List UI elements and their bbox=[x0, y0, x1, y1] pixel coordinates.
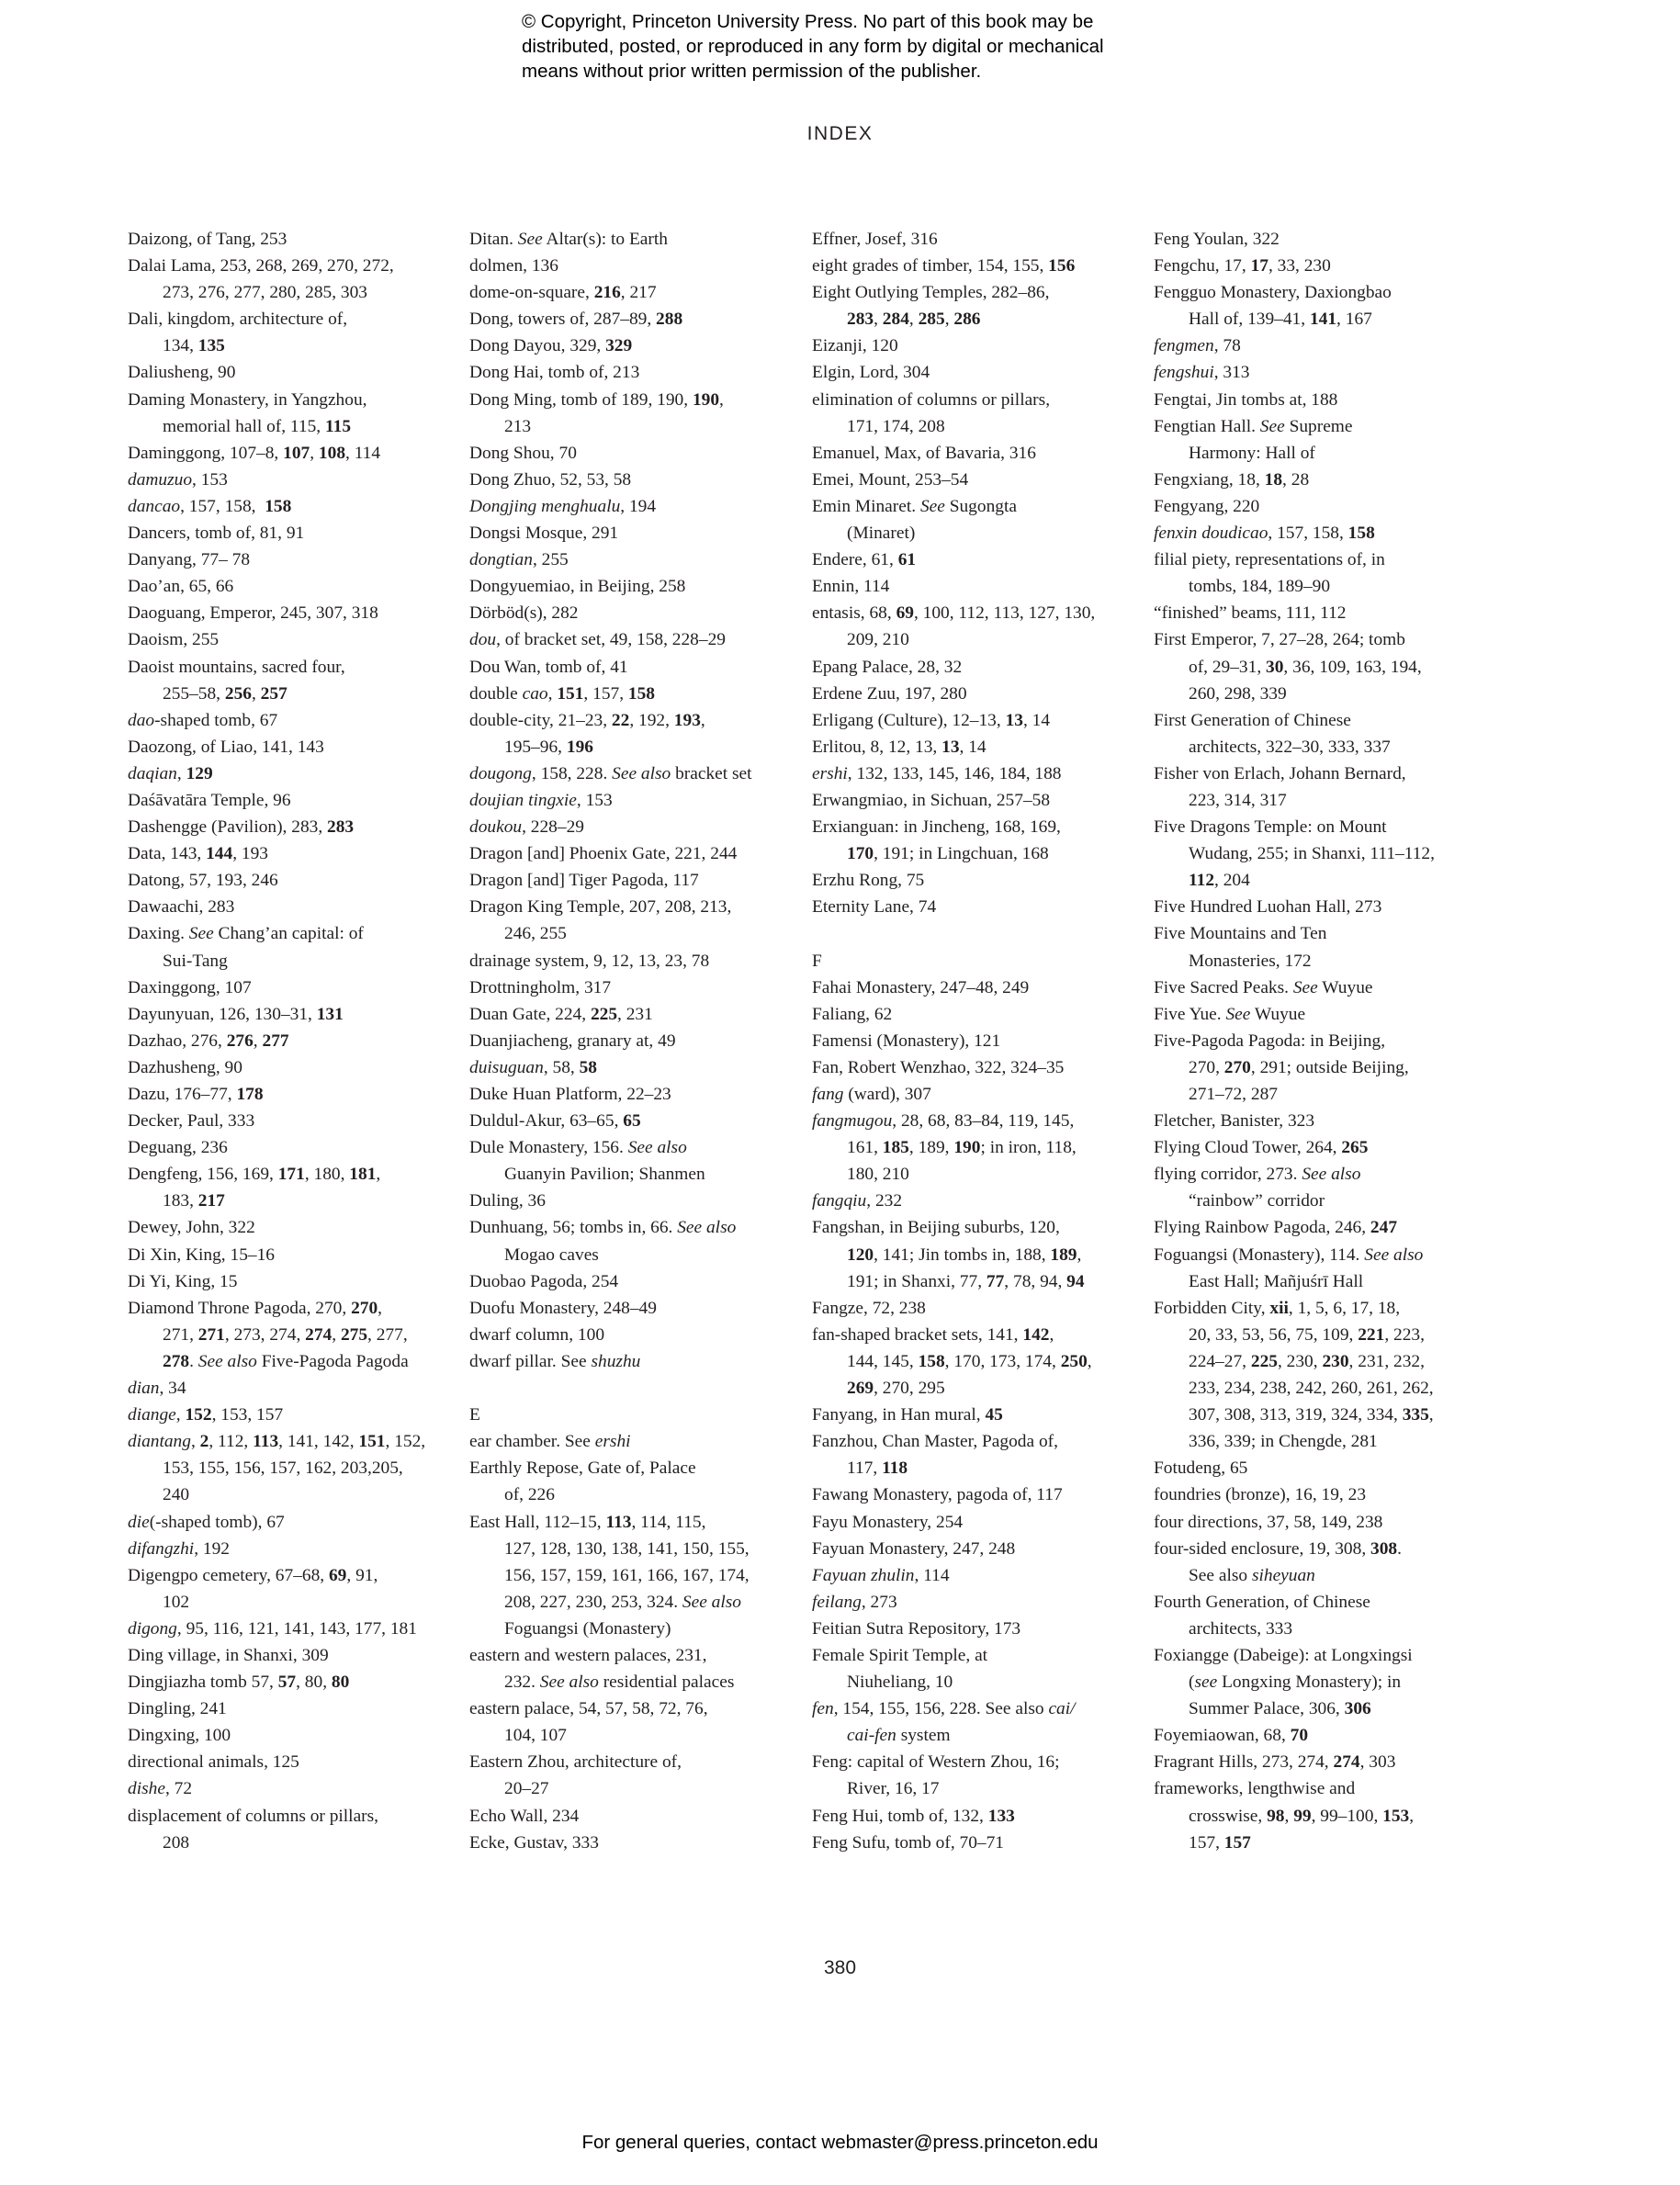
index-entry: drainage system, 9, 12, 13, 23, 78 bbox=[469, 951, 710, 971]
index-entry: Daoist mountains, sacred four, 255–58, 256, 257 bbox=[128, 657, 345, 704]
index-entry: East Hall, 112–15, 113, 114, 115, 127, 128, 130, 138, 141, 150, 155, 156, 157, 159, 161, 166, 167, 174, 208, 227, 230, 253, 324. See also Foguangsi (Monastery) bbox=[469, 1512, 750, 1639]
index-entry: Fengchu, 17, 17, 33, 230 bbox=[1154, 256, 1331, 276]
index-entry: Dong, towers of, 287–89, 288 bbox=[469, 310, 683, 330]
index-entry: Dingxing, 100 bbox=[128, 1726, 231, 1746]
index-entry: Fengxiang, 18, 18, 28 bbox=[1154, 469, 1310, 490]
index-entry: Fan, Robert Wenzhao, 322, 324–35 bbox=[812, 1057, 1065, 1077]
index-column-2 bbox=[469, 226, 791, 1856]
index-entry: Earthly Repose, Gate of, Palace of, 226 bbox=[469, 1459, 696, 1505]
index-column-3 bbox=[812, 226, 1133, 1856]
index-column-4 bbox=[1154, 226, 1475, 1856]
index-entry: Fayuan Monastery, 247, 248 bbox=[812, 1538, 1016, 1559]
index-entry: Daozong, of Liao, 141, 143 bbox=[128, 737, 324, 757]
index-entry: Daxing. See Chang’an capital: of Sui-Tang bbox=[128, 924, 364, 971]
index-entry: Eastern Zhou, architecture of, 20–27 bbox=[469, 1752, 682, 1799]
index-entry: dou, of bracket set, 49, 158, 228–29 bbox=[469, 630, 726, 650]
index-entry: dian, 34 bbox=[128, 1379, 186, 1399]
index-entry: double-city, 21–23, 22, 192, 193, 195–96, 196 bbox=[469, 710, 705, 757]
index-entry: doukou, 228–29 bbox=[469, 817, 584, 838]
index-entry: Duling, 36 bbox=[469, 1191, 546, 1211]
index-entry: Daizong, of Tang, 253 bbox=[128, 230, 288, 249]
index-entry: Fayu Monastery, 254 bbox=[812, 1512, 964, 1532]
index-entry: Deguang, 236 bbox=[128, 1138, 228, 1158]
index-entry: dougong, 158, 228. See also bracket set bbox=[469, 763, 752, 783]
index-entry: Fangshan, in Beijing suburbs, 120, 120, 141; Jin tombs in, 188, 189, 191; in Shanxi, 77, 77, 78, 94, 94 bbox=[812, 1218, 1085, 1291]
index-entry: Emanuel, Max, of Bavaria, 316 bbox=[812, 443, 1036, 463]
index-entry: digong, 95, 116, 121, 141, 143, 177, 181 bbox=[128, 1618, 417, 1639]
index-entry: Dong Dayou, 329, 329 bbox=[469, 336, 633, 356]
index-entry: Fahai Monastery, 247–48, 249 bbox=[812, 977, 1030, 997]
index-entry: Erwangmiao, in Sichuan, 257–58 bbox=[812, 790, 1051, 810]
index-entry: foundries (bronze), 16, 19, 23 bbox=[1154, 1485, 1367, 1505]
index-entry: Erligang (Culture), 12–13, 13, 14 bbox=[812, 710, 1051, 730]
index-entry: Dragon King Temple, 207, 208, 213, 246, 255 bbox=[469, 897, 732, 944]
index-letter-heading: E bbox=[469, 1405, 480, 1425]
index-entry: Feng: capital of Western Zhou, 16; River, 16, 17 bbox=[812, 1752, 1060, 1799]
index-entry: Fanzhou, Chan Master, Pagoda of, 117, 118 bbox=[812, 1432, 1058, 1479]
index-entry: fengmen, 78 bbox=[1154, 336, 1241, 356]
index-entry: Erlitou, 8, 12, 13, 13, 14 bbox=[812, 737, 987, 757]
index-entry: Digengpo cemetery, 67–68, 69, 91, 102 bbox=[128, 1565, 378, 1612]
index-entry: Daming Monastery, in Yangzhou, memorial hall of, 115, 115 bbox=[128, 389, 367, 436]
index-entry: dao-shaped tomb, 67 bbox=[128, 710, 278, 730]
index-entry: dolmen, 136 bbox=[469, 256, 558, 276]
index-entry: Daxinggong, 107 bbox=[128, 977, 252, 997]
index-entry: Dongyuemiao, in Beijing, 258 bbox=[469, 577, 686, 597]
index-entry: Dong Zhuo, 52, 53, 58 bbox=[469, 469, 632, 490]
index-entry: Epang Palace, 28, 32 bbox=[812, 657, 963, 677]
index-entry: Feng Sufu, tomb of, 70–71 bbox=[812, 1832, 1004, 1853]
index-entry: fenxin doudicao, 157, 158, 158 bbox=[1154, 524, 1375, 544]
index-entry: eastern and western palaces, 231, 232. See also residential palaces bbox=[469, 1645, 735, 1693]
index-entry: Danyang, 77– 78 bbox=[128, 550, 251, 570]
index-entry: Emin Minaret. See Sugongta (Minaret) bbox=[812, 496, 1017, 544]
copyright-line: means without prior written permission of the publisher. bbox=[522, 61, 982, 82]
index-entry: Foxiangge (Dabeige): at Longxingsi (see Longxing Monastery); in Summer Palace, 306, 306 bbox=[1154, 1645, 1413, 1719]
page-number: 380 bbox=[823, 1957, 857, 1978]
index-entry: dwarf pillar. See shuzhu bbox=[469, 1351, 641, 1371]
index-entry: Decker, Paul, 333 bbox=[128, 1111, 255, 1132]
index-entry: Emei, Mount, 253–54 bbox=[812, 469, 969, 490]
index-entry: Dashengge (Pavilion), 283, 283 bbox=[128, 817, 355, 838]
index-entry: eight grades of timber, 154, 155, 156 bbox=[812, 256, 1076, 276]
index-entry: Fayuan zhulin, 114 bbox=[812, 1565, 950, 1585]
index-entry: Fletcher, Banister, 323 bbox=[1154, 1111, 1315, 1132]
index-entry: Dunhuang, 56; tombs in, 66. See also Mogao caves bbox=[469, 1218, 737, 1265]
index-entry: ear chamber. See ershi bbox=[469, 1432, 631, 1452]
index-entry: dongtian, 255 bbox=[469, 550, 569, 570]
index-entry: Female Spirit Temple, at Niuheliang, 10 bbox=[812, 1645, 988, 1693]
index-entry: Five Yue. See Wuyue bbox=[1154, 1004, 1306, 1024]
index-entry: daqian, 129 bbox=[128, 763, 213, 783]
index-entry: Dawaachi, 283 bbox=[128, 897, 235, 918]
index-entry: damuzuo, 153 bbox=[128, 469, 228, 490]
running-head: INDEX bbox=[806, 123, 874, 144]
index-entry: Dou Wan, tomb of, 41 bbox=[469, 657, 628, 677]
index-entry: Daminggong, 107–8, 107, 108, 114 bbox=[128, 443, 381, 463]
index-entry: Erzhu Rong, 75 bbox=[812, 871, 925, 891]
index-entry: Foyemiaowan, 68, 70 bbox=[1154, 1726, 1309, 1746]
index-entry: Daoguang, Emperor, 245, 307, 318 bbox=[128, 603, 378, 624]
index-entry: difangzhi, 192 bbox=[128, 1538, 230, 1559]
index-entry: Dingling, 241 bbox=[128, 1699, 227, 1719]
index-entry: Eight Outlying Temples, 282–86, 283, 284, 285, 286 bbox=[812, 283, 1050, 330]
index-entry: First Emperor, 7, 27–28, 264; tomb of, 29–31, 30, 36, 109, 163, 194, 260, 298, 339 bbox=[1154, 630, 1422, 704]
index-entry: Dancers, tomb of, 81, 91 bbox=[128, 524, 305, 544]
index-entry: Fengyang, 220 bbox=[1154, 496, 1260, 516]
index-entry: Feng Youlan, 322 bbox=[1154, 230, 1280, 249]
index-entry: feilang, 273 bbox=[812, 1592, 897, 1612]
index-entry: diantang, 2, 112, 113, 141, 142, 151, 152, 153, 155, 156, 157, 162, 203,205, 240 bbox=[128, 1432, 426, 1505]
index-entry: diange, 152, 153, 157 bbox=[128, 1405, 284, 1425]
index-entry: fengshui, 313 bbox=[1154, 363, 1250, 383]
index-entry: Flying Cloud Tower, 264, 265 bbox=[1154, 1138, 1369, 1158]
index-entry: Dayunyuan, 126, 130–31, 131 bbox=[128, 1004, 344, 1024]
index-entry: double cao, 151, 157, 158 bbox=[469, 683, 655, 704]
index-entry: fangqiu, 232 bbox=[812, 1191, 903, 1211]
index-letter-heading: F bbox=[812, 951, 822, 971]
index-entry: Dingjiazha tomb 57, 57, 80, 80 bbox=[128, 1673, 350, 1693]
copyright-line: distributed, posted, or reproduced in any form by digital or mechanical bbox=[522, 36, 1104, 57]
index-entry: Dongjing menghualu, 194 bbox=[469, 496, 657, 516]
index-entry: Erdene Zuu, 197, 280 bbox=[812, 683, 967, 704]
index-entry: Dao’an, 65, 66 bbox=[128, 577, 234, 597]
index-entry: First Generation of Chinese architects, 322–30, 333, 337 bbox=[1154, 710, 1391, 757]
index-entry: Five Dragons Temple: on Mount Wudang, 255; in Shanxi, 111–112, 112, 204 bbox=[1154, 817, 1435, 891]
index-entry: Five Mountains and Ten Monasteries, 172 bbox=[1154, 924, 1327, 971]
index-entry: dancao, 157, 158, 158 bbox=[128, 496, 292, 516]
index-entry: dishe, 72 bbox=[128, 1779, 193, 1799]
index-entry: Ennin, 114 bbox=[812, 577, 890, 597]
index-entry: frameworks, lengthwise and crosswise, 98, 99, 99–100, 153, 157, 157 bbox=[1154, 1779, 1415, 1853]
index-entry: die(-shaped tomb), 67 bbox=[128, 1512, 285, 1532]
index-entry: elimination of columns or pillars, 171, 174, 208 bbox=[812, 389, 1051, 436]
index-entry: Fourth Generation, of Chinese architects, 333 bbox=[1154, 1592, 1370, 1639]
index-entry: four-sided enclosure, 19, 308, 308. See also siheyuan bbox=[1154, 1538, 1402, 1585]
index-entry: Di Yi, King, 15 bbox=[128, 1271, 238, 1291]
index-entry: Duldul-Akur, 63–65, 65 bbox=[469, 1111, 641, 1132]
index-entry: Dazu, 176–77, 178 bbox=[128, 1085, 264, 1104]
copyright-line: © Copyright, Princeton University Press. No part of this book may be bbox=[522, 11, 1094, 32]
index-entry: Fanyang, in Han mural, 45 bbox=[812, 1405, 1003, 1425]
index-entry: four directions, 37, 58, 149, 238 bbox=[1154, 1512, 1383, 1532]
index-entry: Endere, 61, 61 bbox=[812, 550, 917, 570]
index-entry: Flying Rainbow Pagoda, 246, 247 bbox=[1154, 1218, 1398, 1238]
index-entry: Fangze, 72, 238 bbox=[812, 1298, 926, 1318]
index-entry: Ecke, Gustav, 333 bbox=[469, 1832, 599, 1853]
index-entry: Dong Ming, tomb of 189, 190, 190, 213 bbox=[469, 389, 724, 436]
index-entry: Dazhao, 276, 276, 277 bbox=[128, 1031, 289, 1051]
index-entry: Five Hundred Luohan Hall, 273 bbox=[1154, 897, 1382, 918]
index-entry: Duofu Monastery, 248–49 bbox=[469, 1298, 657, 1318]
index-entry: directional animals, 125 bbox=[128, 1752, 299, 1773]
index-entry: fen, 154, 155, 156, 228. See also cai/ cai-fen system bbox=[812, 1699, 1076, 1746]
index-entry: Dewey, John, 322 bbox=[128, 1218, 255, 1238]
index-entry: Dong Hai, tomb of, 213 bbox=[469, 363, 640, 383]
index-entry: Daśāvatāra Temple, 96 bbox=[128, 790, 291, 810]
index-entry: Dörböd(s), 282 bbox=[469, 603, 579, 624]
index-entry: Echo Wall, 234 bbox=[469, 1806, 580, 1826]
index-entry: Famensi (Monastery), 121 bbox=[812, 1031, 1001, 1051]
index-entry: eastern palace, 54, 57, 58, 72, 76, 104, 107 bbox=[469, 1699, 708, 1746]
index-entry: Dragon [and] Tiger Pagoda, 117 bbox=[469, 871, 699, 891]
index-entry: Ding village, in Shanxi, 309 bbox=[128, 1645, 329, 1665]
index-entry: Dazhusheng, 90 bbox=[128, 1057, 242, 1077]
index-entry: Dalai Lama, 253, 268, 269, 270, 272, 273, 276, 277, 280, 285, 303 bbox=[128, 256, 394, 303]
index-entry: Dongsi Mosque, 291 bbox=[469, 524, 619, 544]
index-entry: fang (ward), 307 bbox=[812, 1085, 931, 1104]
index-entry: Eizanji, 120 bbox=[812, 336, 898, 356]
index-entry: Daoism, 255 bbox=[128, 630, 220, 650]
index-entry: Dali, kingdom, architecture of, 134, 135 bbox=[128, 310, 348, 356]
index-entry: Fisher von Erlach, Johann Bernard, 223, 314, 317 bbox=[1154, 763, 1406, 810]
index-entry: Five-Pagoda Pagoda: in Beijing, 270, 270, 291; outside Beijing, 271–72, 287 bbox=[1154, 1031, 1409, 1104]
index-entry: Fengtai, Jin tombs at, 188 bbox=[1154, 389, 1338, 410]
index-column-1 bbox=[128, 226, 449, 1856]
index-entry: Dule Monastery, 156. See also Guanyin Pavilion; Shanmen bbox=[469, 1138, 705, 1185]
index-entry: Five Sacred Peaks. See Wuyue bbox=[1154, 977, 1373, 997]
index-entry: Effner, Josef, 316 bbox=[812, 230, 938, 249]
index-entry: Erxianguan: in Jincheng, 168, 169, 170, 191; in Lingchuan, 168 bbox=[812, 817, 1061, 864]
copyright-notice bbox=[522, 9, 1183, 84]
index-entry: Diamond Throne Pagoda, 270, 270, 271, 271, 273, 274, 274, 275, 277, 278. See also Five-Pagoda Pagoda bbox=[128, 1298, 409, 1371]
index-entry: Elgin, Lord, 304 bbox=[812, 363, 930, 383]
index-entry: Duanjiacheng, granary at, 49 bbox=[469, 1031, 676, 1051]
index-entry: doujian tingxie, 153 bbox=[469, 790, 613, 810]
index-entry: Drottningholm, 317 bbox=[469, 977, 612, 997]
index-entry: Data, 143, 144, 193 bbox=[128, 844, 268, 864]
index-entry: flying corridor, 273. See also “rainbow” corridor bbox=[1154, 1165, 1361, 1211]
index-entry: Daliusheng, 90 bbox=[128, 363, 236, 383]
index-entry: Dong Shou, 70 bbox=[469, 443, 577, 463]
index-entry: entasis, 68, 69, 100, 112, 113, 127, 130, 209, 210 bbox=[812, 603, 1096, 650]
index-entry: Datong, 57, 193, 246 bbox=[128, 871, 278, 891]
index-entry: dwarf column, 100 bbox=[469, 1324, 605, 1345]
footer-contact: For general queries, contact webmaster@press.princeton.edu bbox=[581, 2132, 1099, 2153]
index-entry: Fengtian Hall. See Supreme Harmony: Hall of bbox=[1154, 416, 1353, 463]
index-entry: Fawang Monastery, pagoda of, 117 bbox=[812, 1485, 1063, 1505]
index-entry: Ditan. See Altar(s): to Earth bbox=[469, 230, 668, 249]
index-entry: displacement of columns or pillars, 208 bbox=[128, 1806, 379, 1853]
index-entry: Di Xin, King, 15–16 bbox=[128, 1245, 275, 1265]
index-entry: ershi, 132, 133, 145, 146, 184, 188 bbox=[812, 763, 1062, 783]
index-entry: Feitian Sutra Repository, 173 bbox=[812, 1618, 1021, 1639]
index-entry: Dengfeng, 156, 169, 171, 180, 181, 183, 217 bbox=[128, 1165, 381, 1211]
index-entry: Forbidden City, xii, 1, 5, 6, 17, 18, 20, 33, 53, 56, 75, 109, 221, 223, 224–27, 225, 230, 230, 231, 232, 233, 234, 238, 242, 260, 261, 262, 307, 308, 313, 319, 324, 334, 335, 336, 339; in Chengde, 281 bbox=[1154, 1298, 1434, 1452]
index-entry: Duke Huan Platform, 22–23 bbox=[469, 1085, 671, 1104]
index-entry: fan-shaped bracket sets, 141, 142, 144, 145, 158, 170, 173, 174, 250, 269, 270, 295 bbox=[812, 1324, 1092, 1399]
index-entry: Feng Hui, tomb of, 132, 133 bbox=[812, 1806, 1015, 1826]
index-entry: Dragon [and] Phoenix Gate, 221, 244 bbox=[469, 844, 738, 864]
index-entry: filial piety, representations of, in tombs, 184, 189–90 bbox=[1154, 550, 1385, 597]
index-entry: Eternity Lane, 74 bbox=[812, 897, 937, 918]
index-entry: “finished” beams, 111, 112 bbox=[1154, 603, 1347, 624]
index-entry: Duan Gate, 224, 225, 231 bbox=[469, 1004, 653, 1024]
index-entry: Fragrant Hills, 273, 274, 274, 303 bbox=[1154, 1752, 1396, 1773]
index-entry: duisuguan, 58, 58 bbox=[469, 1057, 597, 1077]
index-entry: dome-on-square, 216, 217 bbox=[469, 283, 657, 303]
index-entry: Fotudeng, 65 bbox=[1154, 1459, 1248, 1479]
index-entry: Fengguo Monastery, Daxiongbao Hall of, 139–41, 141, 167 bbox=[1154, 283, 1392, 330]
index-entry: fangmugou, 28, 68, 83–84, 119, 145, 161, 185, 189, 190; in iron, 118, 180, 210 bbox=[812, 1111, 1077, 1185]
index-entry: Faliang, 62 bbox=[812, 1004, 893, 1024]
index-entry: Foguangsi (Monastery), 114. See also East Hall; Mañjuśrī Hall bbox=[1154, 1245, 1424, 1291]
index-entry: Duobao Pagoda, 254 bbox=[469, 1271, 619, 1291]
